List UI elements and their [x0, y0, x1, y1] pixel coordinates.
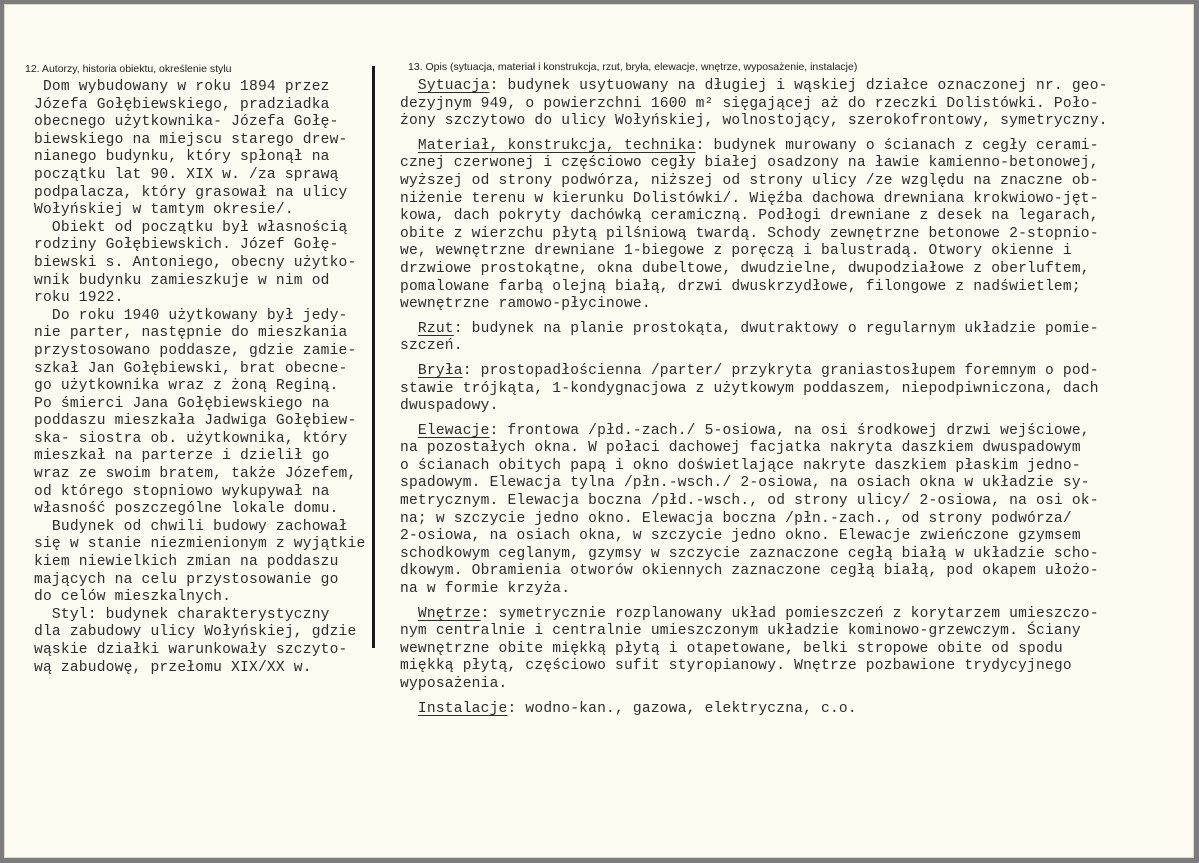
history-line: do celów mieszkalnych. — [34, 589, 232, 606]
paragraph-text: : frontowa /płd.-zach./ 5-osiowa, na osi środkowej drzwi wejściowe, — [489, 422, 1090, 439]
history-line: wnik budynku zamieszkuje w nim od — [34, 272, 330, 289]
description-line: wyższej od strony podwórza, niższej od strony ulicy /ze względu na znaczne ob- — [400, 172, 1099, 189]
history-line: Dom wybudowany w roku 1894 przez — [34, 79, 330, 95]
description-line: drzwiowe prostokątne, okna dubeltowe, dwudzielne, dwupodziałowe z oberluftem, — [400, 260, 1090, 277]
history-line: poddaszu mieszkała Jadwiga Gołębiew- — [34, 413, 357, 430]
paragraph-label: Bryła — [417, 362, 463, 379]
history-line: kiem niewielkich zmian na poddaszu — [34, 554, 339, 571]
indent — [400, 606, 418, 622]
history-line: wą zabudowę, przełomu XIX/XX w. — [34, 659, 312, 676]
paragraph-materiał — [400, 138, 1180, 314]
history-line: obecnego użytkownika- Józefa Gołę- — [34, 114, 339, 131]
description-line — [400, 606, 1180, 624]
description-line — [400, 363, 1180, 381]
history-line: Obiekt od początku był własnością — [34, 219, 348, 236]
indent — [400, 423, 418, 439]
history-line: dla zabudowy ulicy Wołyńskiej, gdzie — [34, 624, 357, 641]
history-line: wraz ze swoim bratem, także Józefem, — [34, 466, 357, 483]
description-line: szczeń. — [400, 338, 463, 355]
history-line: mających na celu przystosowanie go — [34, 571, 339, 588]
history-line: Styl: budynek charakterystyczny — [34, 606, 330, 623]
paragraph-text: : budynek na planie prostokąta, dwutraktowy o regularnym układzie pomie- — [453, 320, 1099, 337]
history-line: własność poszczególne lokale domu. — [34, 501, 339, 518]
history-line: podpalacza, który grasował na ulicy — [34, 184, 348, 201]
description-line: pomalowane farbą olejną białą, drzwi dwuskrzydłowe, filongowe z nadświetlem; — [400, 278, 1081, 295]
description-line: dkowym. Obramienia otworów okiennych zaznaczone cegłą białą, pod okapem ułożo- — [400, 563, 1099, 580]
paragraph-rzut — [400, 321, 1180, 356]
history-line: Budynek od chwili budowy zachował — [34, 518, 348, 535]
description-line: metrycznym. Elewacja boczna /płd.-wsch., od strony ulicy/ 2-osiowa, na osi ok- — [400, 493, 1099, 510]
paragraph-text: : prostopadłościenna /parter/ przykryta graniastosłupem foremnym o pod- — [462, 362, 1099, 379]
history-line: nianego budynku, który spłonął na — [34, 149, 330, 166]
description-text — [400, 78, 1180, 718]
history-line: szkał Jan Gołębiewski, brat obecne- — [34, 360, 348, 377]
paragraph-text: : budynek murowany o ścianach z cegły cerami- — [695, 137, 1099, 154]
description-line: na; w szczycie jedno okno. Elewacja boczna /płn.-zach., od strony podwórza/ — [400, 510, 1072, 527]
column-divider — [372, 66, 375, 648]
description-line: niżenie terenu w kierunku Dolistówki/. Więźba dachowa drewniana krokwiowo-jęt- — [400, 190, 1099, 207]
description-line: miękką płytą, częściowo sufit styropianowy. Wnętrze pozbawione trydycyjnego — [400, 658, 1072, 675]
paragraph-elewacje — [400, 423, 1180, 599]
description-line: wewnętrzne ramowo-płycinowe. — [400, 296, 651, 313]
left-section-heading: 12. Autorzy, historia obiektu, określenie stylu — [25, 63, 232, 75]
paragraph-label: Wnętrze — [417, 605, 481, 622]
description-line: we, wewnętrzne drewniane 1-biegowe z poręczą i balustradą. Otwory okienne i — [400, 243, 1072, 260]
history-text — [34, 79, 372, 677]
history-line: go użytkownika wraz z żoną Reginą. — [34, 378, 339, 395]
history-line: Wołyńskiej w tamtym okresie/. — [34, 202, 294, 219]
description-line: stawie trójkąta, 1-kondygnacjowa z użytkowym poddaszem, niepodpiwniczona, dach — [400, 380, 1099, 397]
history-line: biewski s. Antoniego, obecny użytko- — [34, 254, 357, 271]
history-line: Józefa Gołębiewskiego, pradziadka — [34, 96, 330, 113]
paragraph-gap — [400, 131, 1180, 138]
description-line: o ścianach obitych papą i okno doświetlające nakryte daszkiem płaskim jedno- — [400, 457, 1081, 474]
history-line: wąskie działki warunkowały szczyto- — [34, 642, 348, 658]
paragraph-gap — [400, 416, 1180, 423]
description-line: spadowym. Elewacja tylna /płn.-wsch./ 2-osiowa, na osiach okna w układzie sy- — [400, 475, 1090, 492]
description-line: żony szczytowo do ulicy Wołyńskiej, wolnostojący, szerokofrontowy, symetryczny. — [400, 113, 1108, 130]
paragraph-instalacje — [400, 701, 1180, 719]
description-line: na pozostałych okna. W połaci dachowej facjatka nakryta daszkiem dwuspadowym — [400, 440, 1081, 457]
right-section-heading: 13. Opis (sytuacja, materiał i konstrukcja, rzut, bryła, elewacje, wnętrze, wyposażenie, instalacje) — [408, 61, 858, 73]
history-line: ska- siostra ob. użytkownika, który — [34, 430, 348, 447]
paragraph-label: Instalacje — [417, 700, 508, 717]
description-line — [400, 701, 1180, 719]
description-line — [400, 138, 1180, 156]
paragraph-label: Elewacje — [417, 422, 490, 439]
description-line: wewnętrzne obite miękką płytą i otapetowane, belki stropowe obite od spodu — [400, 640, 1063, 657]
history-line: od którego stopniowo wykupywał na — [34, 483, 330, 500]
description-line — [400, 78, 1180, 96]
description-line: kowa, dach pokryty dachówką ceramiczną. Podłogi drewniane z desek na legarach, — [400, 208, 1099, 225]
paragraph-gap — [400, 694, 1180, 701]
history-line: roku 1922. — [34, 290, 124, 307]
description-line: nym centralnie i centralnie umieszczonym układzie kominowo-grzewczym. Ściany — [400, 623, 1081, 640]
description-line: na w formie krzyża. — [400, 581, 571, 598]
history-line: Po śmierci Jana Gołębiewskiego na — [34, 395, 330, 412]
description-line: schodkowym ceglanym, gzymsy w szczycie zaznaczone cegłą białą w układzie scho- — [400, 545, 1099, 562]
paragraph-text: : symetrycznie rozplanowany układ pomieszczeń z korytarzem umieszczo- — [480, 605, 1099, 622]
description-line: dwuspadowy. — [400, 398, 499, 415]
paragraph-label: Sytuacja — [417, 78, 490, 94]
paragraph-text: : wodno-kan., gazowa, elektryczna, c.o. — [507, 700, 857, 717]
history-line: się w stanie niezmienionym z wyjątkie — [34, 536, 366, 553]
description-line — [400, 321, 1180, 339]
paragraph-text: : budynek usytuowany na długiej i wąskiej działce oznaczonej nr. geo- — [489, 78, 1108, 94]
paragraph-label: Rzut — [417, 320, 454, 337]
paragraph-sytuacja — [400, 78, 1180, 131]
description-line: dezyjnym 949, o powierzchni 1600 m² sięgającej aż do rzeczki Dolistówki. Poło- — [400, 95, 1099, 112]
paragraph-gap — [400, 314, 1180, 321]
history-line: nie parter, następnie do mieszkania — [34, 325, 348, 342]
history-line: rodziny Gołębiewskich. Józef Gołę- — [34, 237, 339, 254]
paragraph-gap — [400, 599, 1180, 606]
paragraph-wnętrze — [400, 606, 1180, 694]
history-line: początku lat 90. XIX w. /za sprawą — [34, 166, 339, 183]
paragraph-bryła — [400, 363, 1180, 416]
description-line: cznej czerwonej i częściowo cegły białej osadzony na ławie kamienno-betonowej, — [400, 155, 1099, 172]
history-line: Do roku 1940 użytkowany był jedy- — [34, 307, 348, 324]
history-line: biewskiego na miejscu starego drew- — [34, 131, 348, 148]
history-line: mieszkał na parterze i dzielił go — [34, 448, 330, 465]
paragraph-gap — [400, 356, 1180, 363]
description-line: wyposażenia. — [400, 676, 508, 692]
indent — [400, 138, 418, 154]
indent — [400, 321, 418, 337]
indent — [400, 78, 418, 94]
description-line: 2-osiowa, na osiach okna, w szczycie jedno okno. Elewacje zwieńczone gzymsem — [400, 528, 1081, 545]
indent — [400, 701, 418, 717]
history-line: przystosowano poddasze, gdzie zamie- — [34, 342, 357, 359]
description-line: obite z wierzchu płytą pilśniową twardą. Schody zewnętrzne betonowe 2-stopnio- — [400, 225, 1099, 242]
indent — [400, 363, 418, 379]
paragraph-label: Materiał, konstrukcja, technika — [417, 137, 696, 154]
description-line — [400, 423, 1180, 441]
record-card — [4, 4, 1194, 858]
